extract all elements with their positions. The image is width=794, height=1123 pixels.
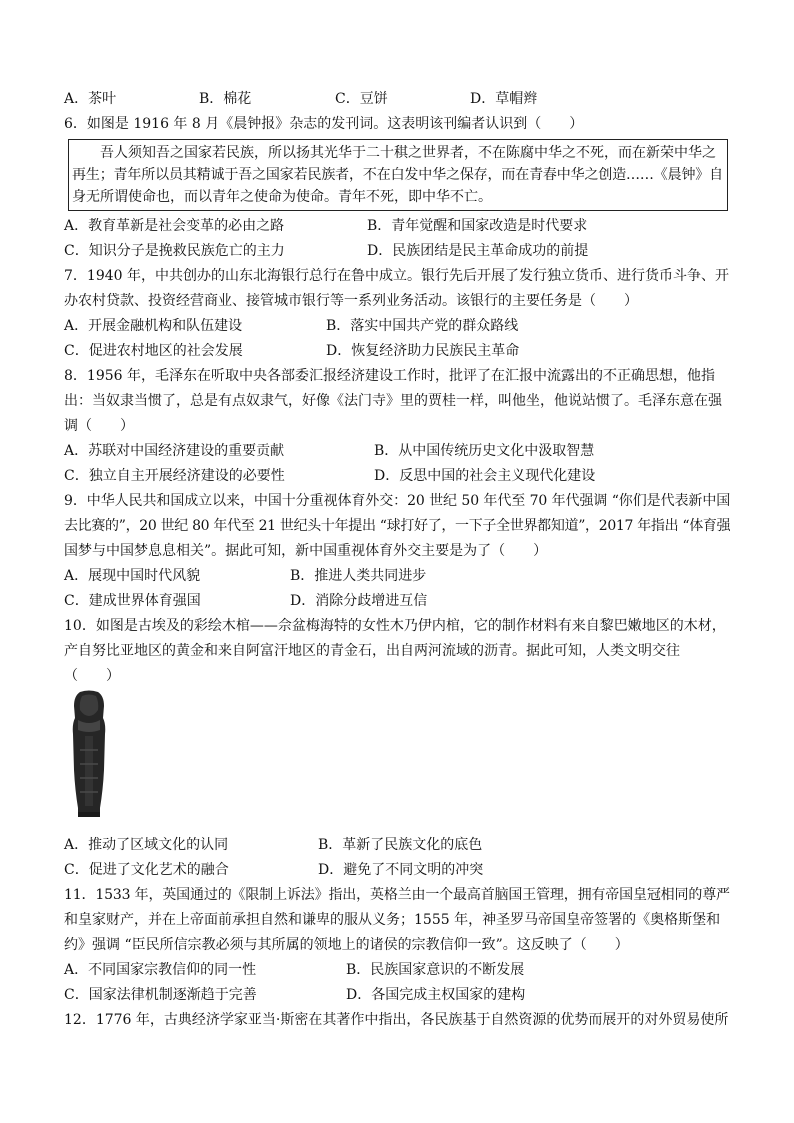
q9-option-d: D．消除分歧增进互信: [290, 593, 428, 609]
q7-option-d: D．恢复经济助力民族民主革命: [326, 343, 520, 359]
q5-option-a: A．茶叶: [64, 91, 117, 107]
q11-stem-line: 和皇家财产，并在上帝面前承担自然和谦卑的服从义务；1555 年，神圣罗马帝国皇帝签署的《奥格斯堡和: [64, 912, 721, 928]
q5-option-d: D．草帽辫: [470, 91, 538, 107]
q5-option-b: B．棉花: [199, 91, 252, 107]
q10-option-b: B．革新了民族文化的底色: [318, 837, 483, 853]
q9-option-a: A．展现中国时代风貌: [64, 568, 201, 584]
q11-option-a: A．不同国家宗教信仰的同一性: [64, 962, 257, 978]
q8-option-b: B．从中国传统历史文化中汲取智慧: [374, 443, 595, 459]
q11-stem-line: 11．1533 年，英国通过的《限制上诉法》指出，英格兰由一个最高首脑国王管理，拥有帝国皇冠相同的尊严: [64, 887, 730, 903]
q11-stem-line: 约》强调 “臣民所信宗教必须与其所属的领地上的诸侯的宗教信仰一致”。这反映了（ ）: [64, 937, 629, 953]
q11-option-d: D．各国完成主权国家的建构: [346, 987, 526, 1003]
q8-stem-line: 调（ ）: [64, 418, 134, 434]
q10-stem-line: 产自努比亚地区的黄金和来自阿富汗地区的青金石，出自两河流域的沥青。据此可知，人类文明交往: [64, 643, 680, 659]
q9-option-b: B．推进人类共同进步: [290, 568, 427, 584]
q6-option-d: D．民族团结是民主革命成功的前提: [367, 243, 589, 259]
q10-option-a: A．推动了区域文化的认同: [64, 837, 229, 853]
q6-stem: 6．如图是 1916 年 8 月《晨钟报》杂志的发刊词。这表明该刊编者认识到（ ）: [64, 116, 584, 132]
q11-option-b: B．民族国家意识的不断发展: [346, 962, 525, 978]
painted-coffin-image: [66, 690, 112, 820]
q9-stem-line: 国梦与中国梦息息相关”。据此可知，新中国重视体育外交主要是为了（ ）: [64, 543, 548, 559]
q10-option-d: D．避免了不同文明的冲突: [318, 862, 484, 878]
q7-option-a: A．开展金融机构和队伍建设: [64, 318, 243, 334]
q8-stem-line: 出：当奴隶当惯了，总是有点奴隶气，好像《法门寺》里的贾桂一样，叫他坐，他说站惯了。毛泽东意在强: [64, 393, 722, 409]
q7-option-c: C．促进农村地区的社会发展: [64, 343, 243, 359]
q6-option-b: B．青年觉醒和国家改造是时代要求: [367, 218, 588, 234]
q5-option-c: C．豆饼: [335, 91, 388, 107]
q6-option-c: C．知识分子是挽救民族危亡的主力: [64, 243, 285, 259]
q8-option-c: C．独立自主开展经济建设的必要性: [64, 468, 285, 484]
q7-stem-line: 办农村贷款、投资经营商业、接管城市银行等一系列业务活动。该银行的主要任务是（ ）: [64, 293, 638, 309]
q6-quote-line: 再生；青年所以员其精诚于吾之国家若民族者，不在白发中华之保存，而在青春中华之创造……《晨钟》自: [72, 167, 723, 183]
q8-stem-line: 8．1956 年，毛泽东在听取中央各部委汇报经济建设工作时，批评了在汇报中流露出的不正确思想，他指: [64, 368, 715, 384]
q6-quote-box: [68, 139, 728, 211]
q9-stem-line: 9．中华人民共和国成立以来，中国十分重视体育外交：20 世纪 50 年代至 70 年代强调 “你们是代表新中国: [64, 493, 731, 509]
q6-quote-line: 吾人须知吾之国家若民族，所以扬其光华于二十稘之世界者，不在陈腐中华之不死，而在新荣中华之: [100, 145, 716, 161]
q9-stem-line: 去比赛的”，20 世纪 80 年代至 21 世纪头十年提出 “球打好了，一下子全世界都知道”，2017 年指出 “体育强: [64, 518, 731, 534]
q6-quote-line: 身无所谓使命也，而以青年之使命为使命。青年不死，即中华不亡。: [72, 189, 492, 205]
q11-option-c: C．国家法律机制逐渐趋于完善: [64, 987, 257, 1003]
q10-stem-line: （ ）: [64, 668, 120, 684]
q9-option-c: C．建成世界体育强国: [64, 593, 201, 609]
q7-stem-line: 7．1940 年，中共创办的山东北海银行总行在鲁中成立。银行先后开展了发行独立货币、进行货币斗争、开: [64, 268, 729, 284]
q8-option-a: A．苏联对中国经济建设的重要贡献: [64, 443, 285, 459]
q6-option-a: A．教育革新是社会变革的必由之路: [64, 218, 285, 234]
q12-stem-line: 12．1776 年，古典经济学家亚当·斯密在其著作中指出，各民族基于自然资源的优势而展开的对外贸易使所: [64, 1012, 729, 1028]
q7-option-b: B．落实中国共产党的群众路线: [326, 318, 519, 334]
q8-option-d: D．反思中国的社会主义现代化建设: [374, 468, 596, 484]
q10-stem-line: 10．如图是古埃及的彩绘木棺——佘盆梅海特的女性木乃伊内棺，它的制作材料有来自黎巴嫩地区的木材，: [64, 618, 726, 634]
q10-option-c: C．促进了文化艺术的融合: [64, 862, 229, 878]
